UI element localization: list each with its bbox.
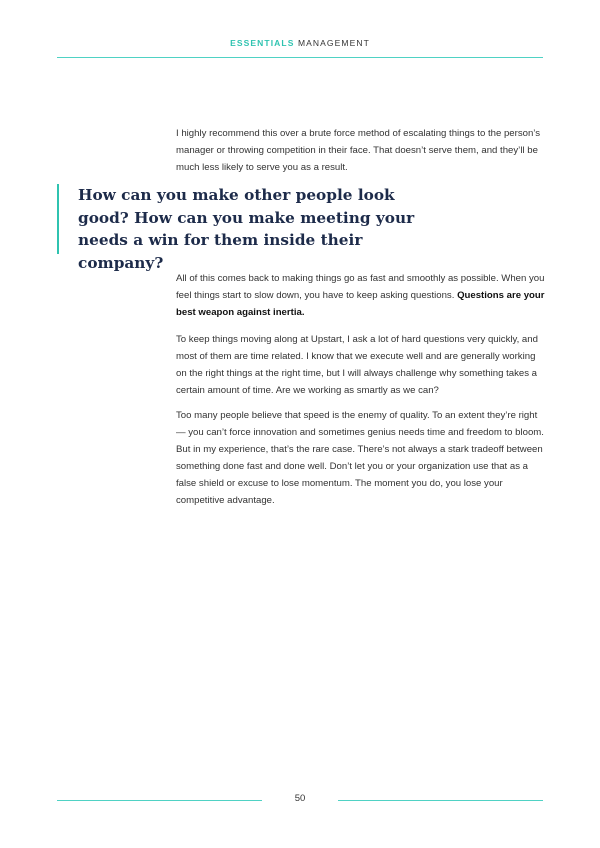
header-divider bbox=[57, 57, 543, 58]
pull-quote-accent-bar bbox=[57, 184, 59, 254]
page-number: 50 bbox=[294, 793, 306, 804]
intro-paragraph: I highly recommend this over a brute force method of escalating things to the person’s manager or throwing competition in their face. That doesn’t serve them, and they’ll be much less likely to serve you as a result. bbox=[176, 128, 541, 173]
paragraph-inertia-text: All of this comes back to making things go as fast and smoothly as possible. When you feel things start to slow down, you have to keep asking questions. bbox=[176, 273, 545, 301]
footer-divider-left bbox=[57, 800, 262, 801]
paragraph-inertia bbox=[176, 270, 548, 321]
paragraph-upstart: To keep things moving along at Upstart, I ask a lot of hard questions very quickly, and most of them are time related. I know that we execute well and are generally working on the right things at the right time, but I will always challenge why something takes a certain amount of time. Are we working as smartly as we can? bbox=[176, 334, 538, 396]
header-subsection-label: MANAGEMENT bbox=[297, 38, 370, 48]
header-section-label: ESSENTIALS bbox=[230, 38, 295, 48]
paragraph-speed-quality: Too many people believe that speed is the enemy of quality. To an extent they’re right — you can’t force innovation and sometimes genius needs time and freedom to bloom. But in my experience, that’s the rare case. There’s not always a stark tradeoff between something done fast and done well. Don’t let you or your organization use that as a false shield or excuse to lose momentum. The moment you do, you lose your competitive advantage. bbox=[176, 410, 544, 506]
pull-quote: How can you make other people look good? How can you make meeting your needs a win for them inside their company? bbox=[78, 186, 415, 272]
running-header bbox=[0, 38, 600, 48]
paragraph-inertia-emphasis: Questions are your best weapon against inertia. bbox=[176, 290, 545, 318]
footer-divider-right bbox=[338, 800, 543, 801]
